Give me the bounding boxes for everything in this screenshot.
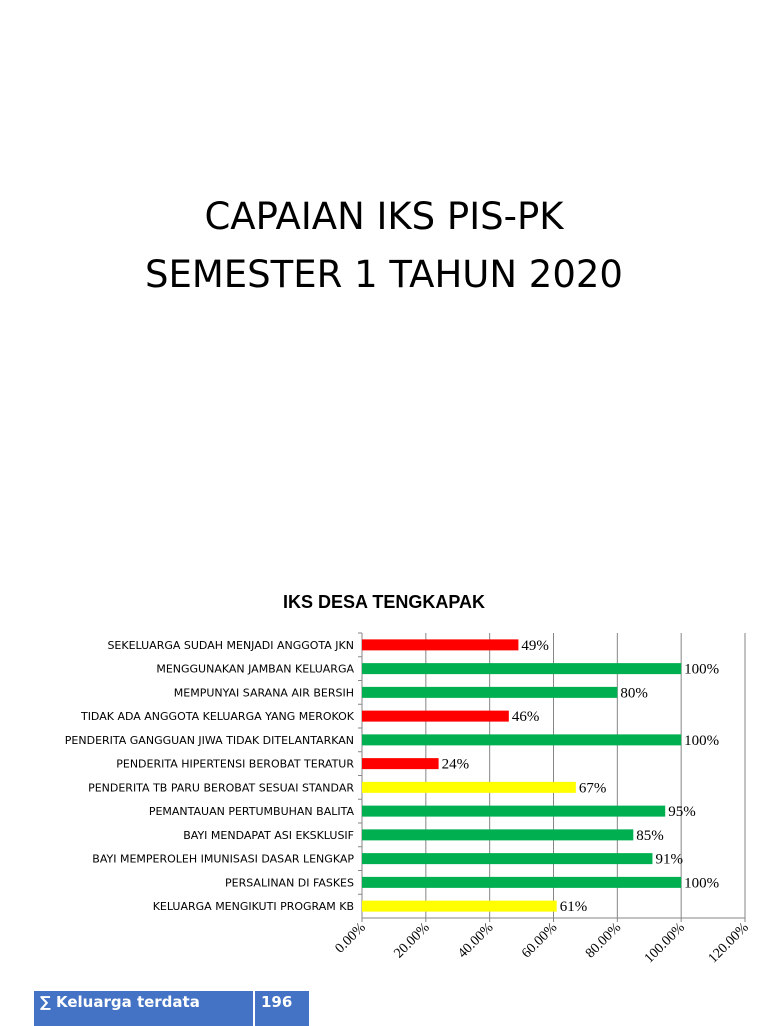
x-tick-label: 100.00% (641, 920, 688, 967)
chart-title: IKS DESA TENGKAPAK (282, 592, 486, 612)
bar (362, 877, 681, 888)
summary-label: ∑ Keluarga terdata (34, 991, 255, 1026)
category-label: PENDERITA GANGGUAN JIWA TIDAK DITELANTARKAN (64, 733, 354, 747)
data-label: 49% (521, 637, 549, 654)
bar (362, 663, 681, 674)
data-label: 91% (655, 851, 683, 868)
data-label: 100% (684, 661, 720, 678)
category-label: KELUARGA MENGIKUTI PROGRAM KB (152, 900, 354, 914)
bar (362, 687, 617, 698)
x-tick-label: 60.00% (519, 920, 561, 962)
x-tick-label: 0.00% (332, 920, 369, 957)
bar (362, 758, 439, 769)
category-label: BAYI MENDAPAT ASI EKSKLUSIF (183, 828, 354, 842)
data-label: 24% (441, 756, 470, 773)
x-tick-label: 20.00% (391, 920, 433, 962)
data-label: 61% (559, 899, 588, 916)
data-label: 46% (511, 709, 540, 726)
bar (362, 639, 518, 650)
bar (362, 782, 576, 793)
category-label: PERSALINAN DI FASKES (225, 876, 354, 890)
slide-title (0, 188, 768, 304)
bar (362, 901, 557, 912)
bar (362, 853, 652, 864)
bar (362, 711, 509, 722)
category-label: PENDERITA TB PARU BEROBAT SESUAI STANDAR (88, 781, 354, 795)
bar (362, 829, 633, 840)
category-label: SEKELUARGA SUDAH MENJADI ANGGOTA JKN (107, 638, 354, 652)
summary-value: 196 (255, 991, 309, 1026)
data-label: 100% (684, 875, 720, 892)
x-tick-label: 120.00% (705, 920, 752, 967)
slide-title-line2: SEMESTER 1 TAHUN 2020 (145, 253, 623, 296)
category-label: PEMANTAUAN PERTUMBUHAN BALITA (148, 805, 354, 819)
bar (362, 806, 665, 817)
summary-table (34, 991, 309, 1026)
bar (362, 734, 681, 745)
category-label: MENGGUNAKAN JAMBAN KELUARGA (156, 662, 354, 676)
category-label: MEMPUNYAI SARANA AIR BERSIH (173, 686, 354, 700)
category-label: BAYI MEMPEROLEH IMUNISASI DASAR LENGKAP (92, 852, 354, 866)
summary-row (34, 991, 309, 1026)
category-label: PENDERITA HIPERTENSI BEROBAT TERATUR (116, 757, 354, 771)
category-label: TIDAK ADA ANGGOTA KELUARGA YANG MEROKOK (80, 710, 354, 724)
data-label: 85% (636, 827, 664, 844)
data-label: 100% (684, 732, 720, 749)
x-tick-label: 80.00% (583, 920, 625, 962)
bar-chart (0, 620, 768, 990)
slide-title-line1: CAPAIAN IKS PIS-PK (204, 195, 564, 238)
data-label: 80% (620, 685, 648, 702)
data-label: 95% (668, 804, 696, 821)
x-tick-label: 40.00% (455, 920, 497, 962)
data-label: 67% (578, 780, 607, 797)
